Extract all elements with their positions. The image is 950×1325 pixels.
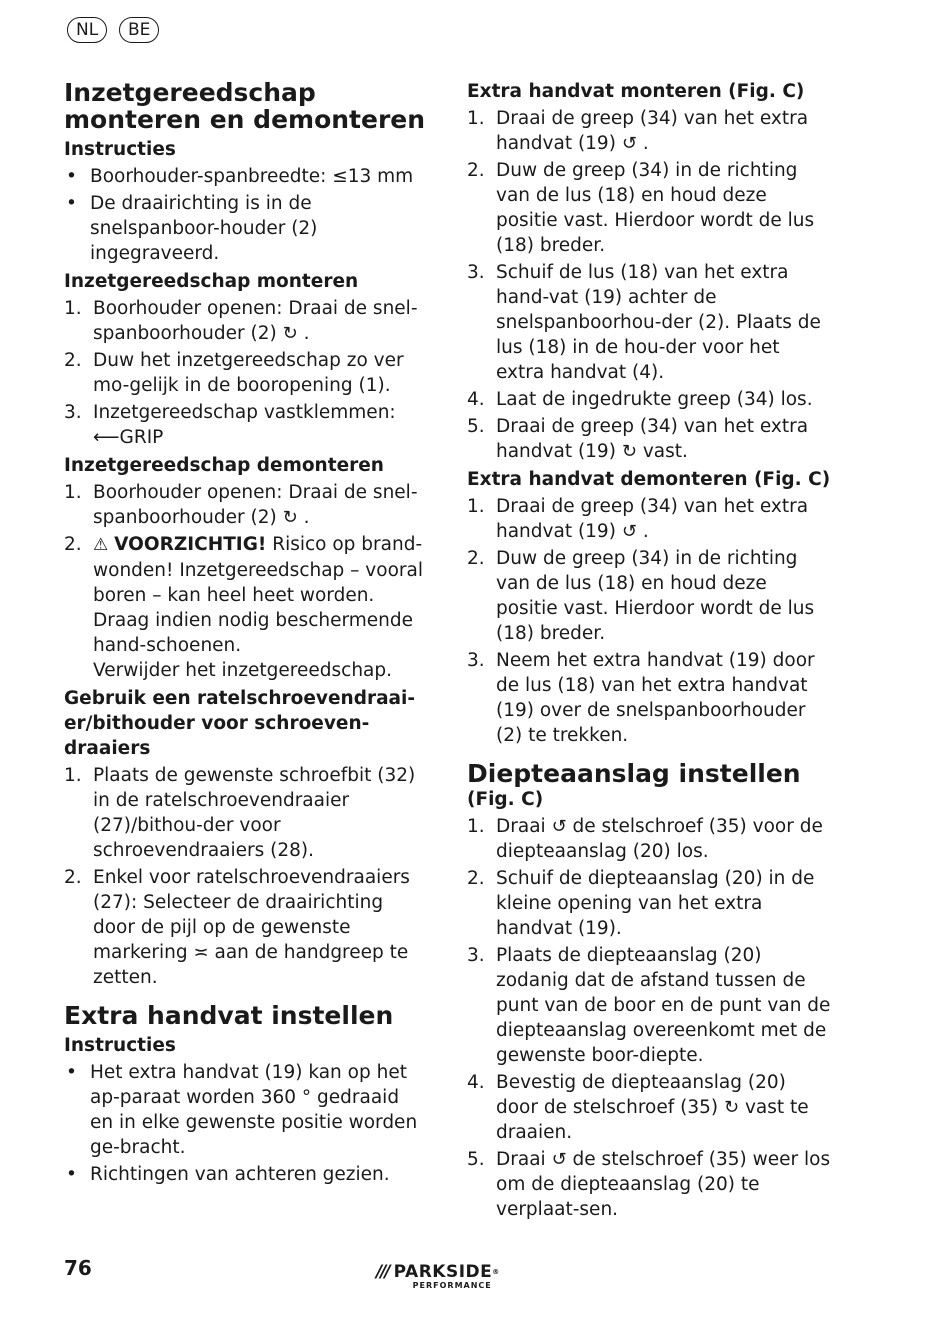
brand-name: PARKSIDE [393, 1262, 493, 1282]
list-item: 1. Boorhouder openen: Draai de snel-spanboorhouder (2) ↻ . [64, 298, 418, 344]
rotate-clockwise-icon: ↻ [723, 1097, 740, 1118]
stripes-icon: /// [376, 1262, 389, 1282]
section-title-handle-setup: Extra handvat instellen [64, 1001, 394, 1030]
right-column [467, 79, 832, 1224]
handle-mount-steps [467, 106, 832, 464]
list-item: 2. ⚠ VOORZICHTIG! Risico op brand-wonden! Inzetgereedschap – vooral boren – kan heel heet worden. Draag indien nodig beschermende hand-schoenen. Verwijder het inzetgereedschap. [64, 534, 423, 681]
list-item: • De draairichting is in de snelspanboor-houder (2) ingegraveerd. [66, 193, 318, 264]
list-item: 5. Draai de greep (34) van het extra handvat (19) ↻ vast. [467, 416, 809, 462]
rotate-counterclockwise-icon: ↺ [551, 816, 567, 837]
list-item: 3. Inzetgereedschap vastklemmen: ⟵GRIP [64, 402, 396, 448]
subheading-handle-mount: Extra handvat monteren (Fig. C) [467, 81, 805, 102]
warning-icon: ⚠ [93, 535, 109, 555]
rotate-counterclockwise-icon: ↺ [551, 1149, 567, 1170]
list-item: 2. Duw het inzetgereedschap zo ver mo-gelijk in de booropening (1). [64, 350, 404, 396]
subheading-ratchet: Gebruik een ratelschroevendraai-er/bithouder voor schroeven-draaiers [64, 688, 416, 759]
list-item: 3. Schuif de lus (18) van het extra hand-vat (19) achter de snelspanboorhou-der (2). Plaats de lus (18) in de hou-der voor het extra handvat (4). [467, 262, 821, 383]
list-item: 2. Schuif de diepteaanslag (20) in de kleine opening van het extra handvat (19). [467, 868, 815, 939]
ratchet-steps [64, 763, 428, 990]
list-item: 4. Bevestig de diepteaanslag (20) door de stelschroef (35) ↻ vast te draaien. [467, 1072, 809, 1143]
list-item: 1. Draai de greep (34) van het extra handvat (19) ↺ . [467, 496, 809, 542]
subheading-instructions: Instructies [64, 139, 176, 160]
subheading-handle-demount: Extra handvat demonteren (Fig. C) [467, 469, 831, 490]
rotate-counterclockwise-icon: ↺ [621, 521, 637, 542]
list-item: 2. Duw de greep (34) in de richting van de lus (18) en houd deze positie vast. Hierdoor wordt de lus (18) breder. [467, 548, 815, 644]
instructions-list [64, 164, 428, 266]
direction-marking-icon: ≍ [193, 942, 209, 963]
list-item: 1. Draai ↺ de stelschroef (35) voor de diepteaanslag (20) los. [467, 816, 823, 862]
grip-label: GRIP [119, 427, 164, 448]
subheading-tool-demount: Inzetgereedschap demonteren [64, 455, 384, 476]
list-item: 2. Enkel voor ratelschroevendraaiers (27): Selecteer de draairichting door de pijl op de gewenste markering ≍ aan de handgreep te zetten. [64, 867, 410, 988]
list-item: • Het extra handvat (19) kan op het ap-paraat worden 360 ° gedraaid en in elke gewenste positie worden ge-bracht. [66, 1062, 418, 1158]
list-item: 1. Plaats de gewenste schroefbit (32) in de ratelschroevendraaier (27)/bithou-der voor schroevendraaiers (28). [64, 765, 416, 861]
depth-stop-steps [467, 814, 832, 1222]
arrow-left-icon: ⟵ [93, 427, 120, 448]
list-item: 3. Neem het extra handvat (19) door de lus (18) van het extra handvat (19) over de snelspanboorhouder (2) te trekken. [467, 650, 815, 746]
left-column [64, 79, 428, 1189]
brand-subline: PERFORMANCE [412, 1281, 492, 1290]
handle-instructions-list [64, 1060, 428, 1187]
rotate-counterclockwise-icon: ↺ [621, 133, 637, 154]
parkside-logo: /// PARKSIDE® PERFORMANCE [376, 1262, 500, 1290]
handle-demount-steps [467, 494, 832, 748]
list-item: 1. Boorhouder openen: Draai de snel-spanboorhouder (2) ↻ . [64, 482, 418, 528]
section-title-tool-mount: Inzetgereedschap monteren en demonteren [64, 78, 426, 134]
rotate-clockwise-icon: ↻ [282, 507, 298, 528]
subheading-instructions: Instructies [64, 1035, 176, 1056]
mount-steps [64, 296, 428, 450]
list-item: 1. Draai de greep (34) van het extra handvat (19) ↺ . [467, 108, 809, 154]
warning-text: Risico op brand-wonden! Inzetgereedschap – vooral boren – kan heel heet worden. Draag indien nodig beschermende hand-schoenen. [93, 534, 423, 656]
warning-label: VOORZICHTIG! [114, 534, 267, 555]
demount-steps [64, 480, 428, 683]
lang-badge-nl: NL [67, 17, 107, 43]
list-item: • Boorhouder-spanbreedte: ≤13 mm [66, 166, 414, 187]
lang-badge-be: BE [119, 17, 159, 43]
list-item: • Richtingen van achteren gezien. [66, 1164, 390, 1185]
subheading-tool-mount: Inzetgereedschap monteren [64, 271, 359, 292]
page-number: 76 [64, 1256, 92, 1280]
rotate-clockwise-icon: ↻ [282, 323, 298, 344]
section-title-depth-stop: Diepteaanslag instellen [467, 759, 801, 788]
list-item: 3. Plaats de diepteaanslag (20) zodanig dat de afstand tussen de punt van de boor en de punt van de diepteaanslag overeenkomt met de gewenste boor-diepte. [467, 945, 831, 1066]
list-item: 5. Draai ↺ de stelschroef (35) weer los om de diepteaanslag (20) te verplaat-sen. [467, 1149, 831, 1220]
list-item: 2. Duw de greep (34) in de richting van de lus (18) en houd deze positie vast. Hierdoor wordt de lus (18) breder. [467, 160, 815, 256]
rotate-clockwise-icon: ↻ [621, 441, 637, 462]
list-item: 4. Laat de ingedrukte greep (34) los. [467, 389, 813, 410]
subheading-fig-c: (Fig. C) [467, 789, 544, 810]
